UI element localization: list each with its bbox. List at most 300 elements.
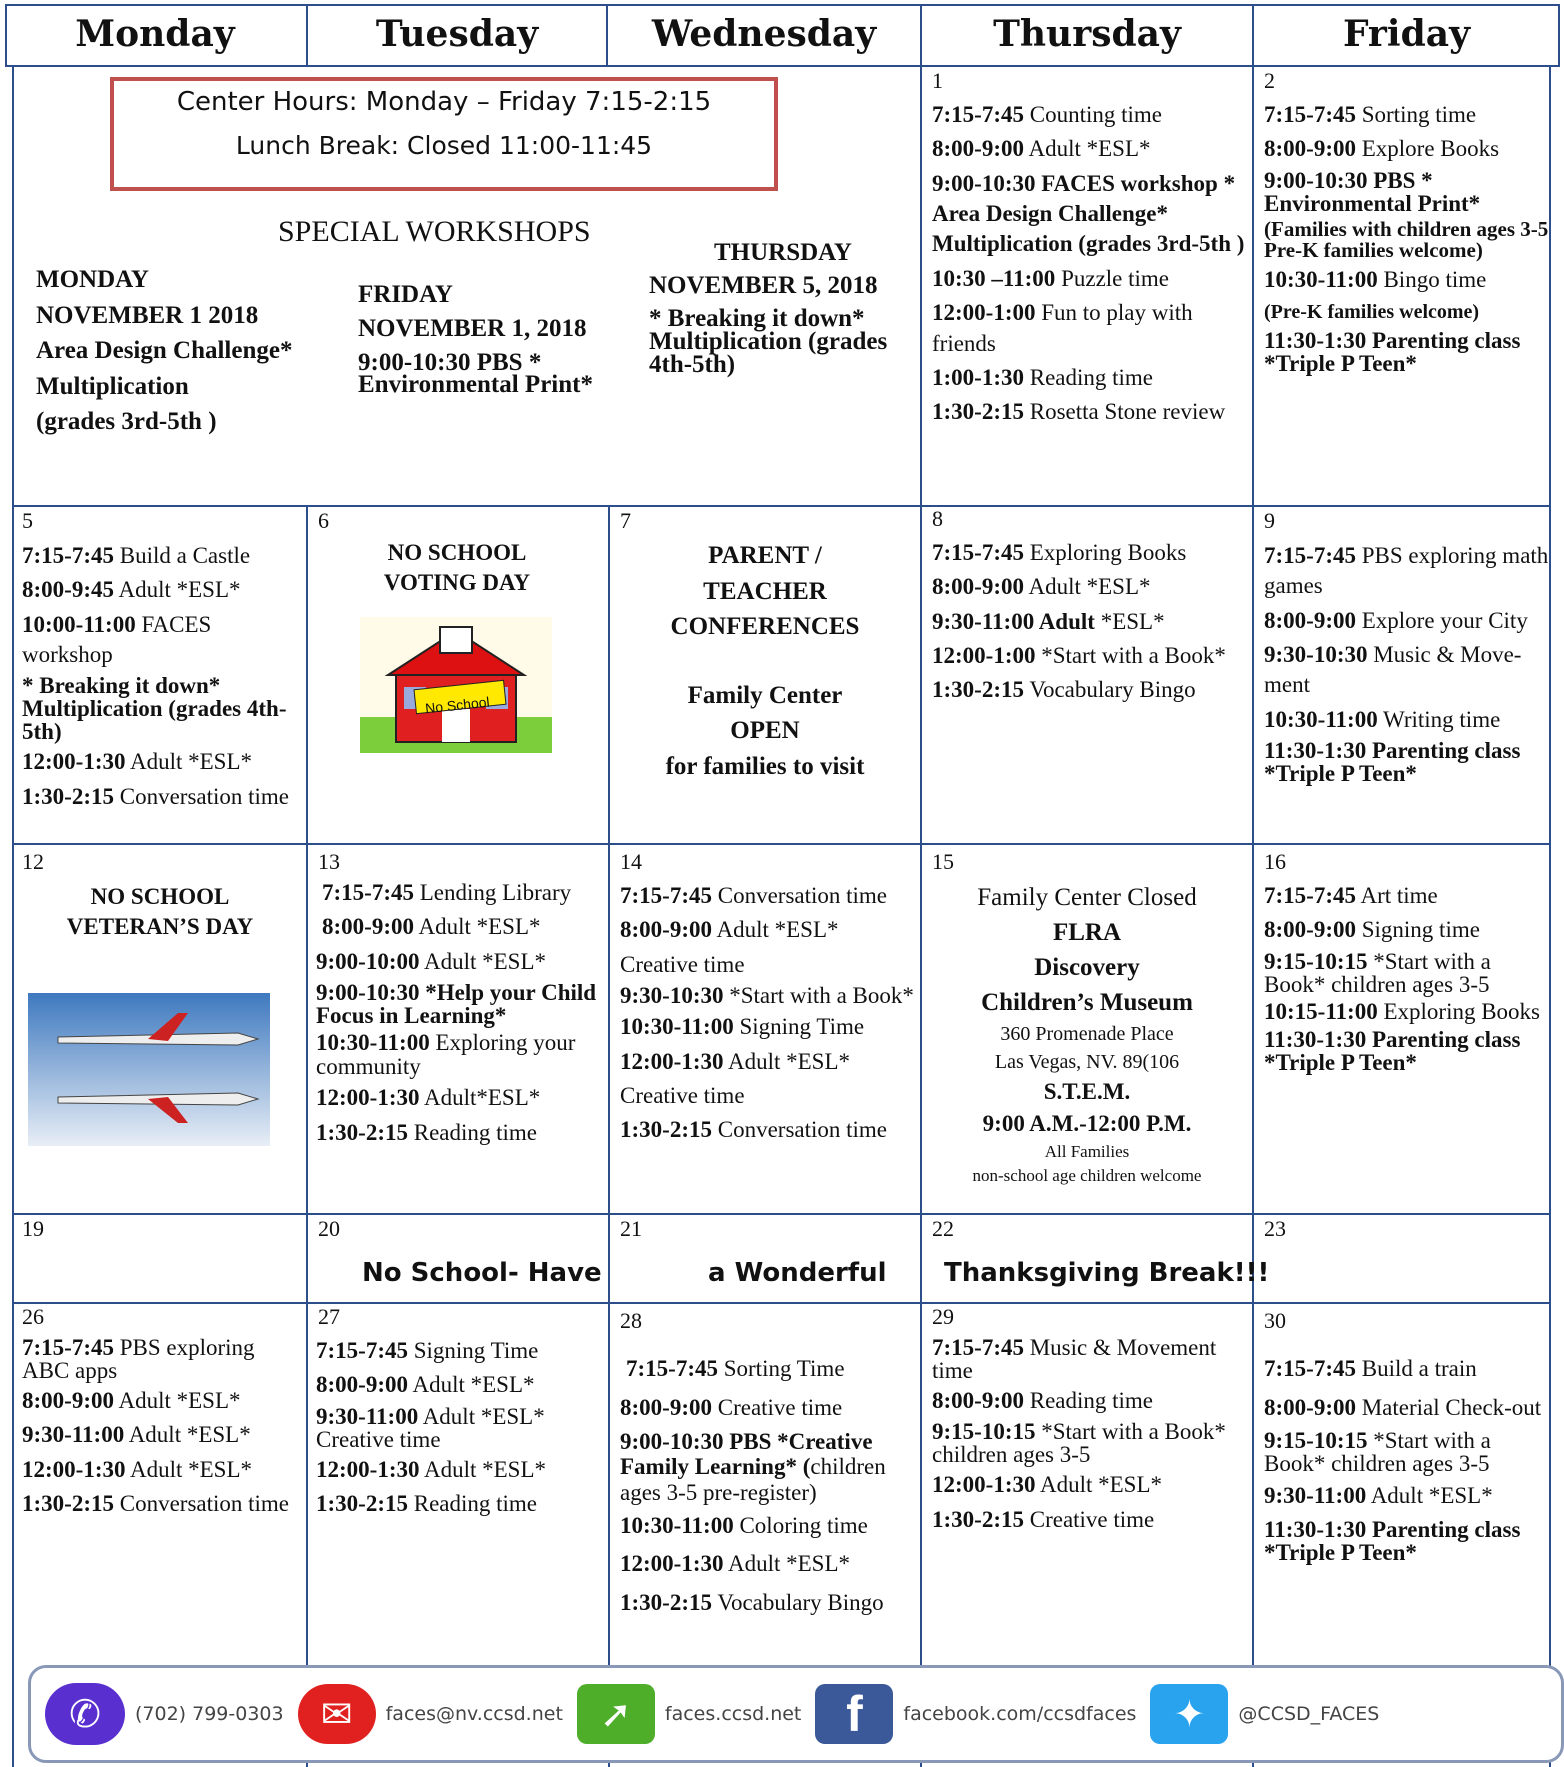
lunch-break: Lunch Break: Closed 11:00-11:45 <box>235 131 653 160</box>
entry-time: 9:15-10:15 <box>1264 948 1368 974</box>
entry-time: 9:30-11:00 <box>316 1403 419 1429</box>
day-number: 8 <box>932 506 943 531</box>
schedule-entry <box>620 1081 920 1111</box>
schedule-entry: 11:30-1:30 Parenting class *Triple P Teen* <box>1264 1026 1521 1075</box>
entry-time: 8:00-9:00 <box>932 574 1024 600</box>
facebook-address: facebook.com/ccsdfaces <box>903 1703 1137 1725</box>
schedule-entry <box>932 1505 1250 1535</box>
day-number: 30 <box>1264 1308 1286 1333</box>
entry-time: 1:30-2:15 <box>316 1491 408 1517</box>
schedule-entry <box>316 1405 608 1451</box>
notice-line: PARENT / <box>708 542 822 569</box>
special-line: NOVEMBER 1, 2018 <box>358 315 587 342</box>
entry-activity: Adult *ESL* Creative time <box>316 1403 545 1452</box>
entry-time: 9:00-10:30 PBS *Creative Family Learning* ( <box>620 1429 873 1480</box>
notice-line: non-school age children welcome <box>972 1166 1202 1186</box>
grid-line <box>12 505 1551 507</box>
entry-time: 7:15-7:45 <box>1264 1356 1356 1381</box>
phone-contact[interactable] <box>45 1683 284 1745</box>
schedule-entry <box>316 878 608 908</box>
entry-time: 12:00-1:30 <box>932 1472 1036 1498</box>
day-number: 15 <box>932 849 954 874</box>
schedule-entry <box>932 538 1250 568</box>
day-number: 27 <box>318 1304 340 1329</box>
special-line: NOVEMBER 5, 2018 <box>649 272 878 299</box>
entry-activity: Writing time <box>1377 706 1501 732</box>
web-address: faces.ccsd.net <box>664 1703 802 1725</box>
entry-time: 12:00-1:30 <box>620 1048 724 1074</box>
day-header-wednesday: Wednesday <box>651 13 877 55</box>
schedule-entry <box>1264 541 1549 602</box>
schedule-entry <box>932 1386 1250 1416</box>
grid-line <box>306 505 308 1767</box>
day-number: 16 <box>1264 849 1286 874</box>
special-line: (grades 3rd-5th ) <box>36 408 217 435</box>
schoolhouse-image <box>360 617 552 753</box>
schedule-entry <box>316 947 608 977</box>
day-number: 13 <box>318 849 340 874</box>
special-thursday <box>649 236 917 381</box>
schedule-entry <box>316 1489 608 1519</box>
schedule-entry <box>22 1386 306 1416</box>
schedule-entry <box>316 1455 608 1485</box>
entry-time: 10:30-11:00 <box>620 1014 734 1040</box>
facebook-contact[interactable] <box>815 1684 1136 1744</box>
entry-time: 10:30 –11:00 <box>932 265 1056 291</box>
entry-time: 7:15-7:45 <box>620 883 712 908</box>
schedule-entry <box>932 641 1250 671</box>
entry-time: 7:15-7:45 <box>626 1356 718 1381</box>
entry-time: 8:00-9:00 <box>932 136 1024 162</box>
schedule-entry: (Families with children ages 3-5 Pre-K families welcome) <box>1264 216 1549 262</box>
day-number: 1 <box>932 68 943 93</box>
schedule-entry <box>316 1031 608 1079</box>
entry-time: 10:30-11:00 <box>1264 266 1378 292</box>
day-number: 7 <box>620 508 631 533</box>
schedule-entry <box>620 950 920 980</box>
entry-activity: Build a Castle <box>113 543 251 568</box>
notice-line: VOTING DAY <box>383 570 531 596</box>
entry-time: 1:30-2:15 <box>932 399 1024 425</box>
schedule-entry <box>932 298 1250 359</box>
entry-activity: Conversation time <box>113 1491 290 1517</box>
schedule-entry <box>1264 705 1549 735</box>
schedule-entry <box>22 541 306 571</box>
day-15-notice <box>922 880 1252 1188</box>
schedule-entry: 11:30-1:30 Parenting class *Triple P Teen* <box>1264 1516 1521 1565</box>
special-line: 9:00-10:30 PBS * <box>358 349 542 376</box>
entry-activity: Conversation time <box>711 883 888 908</box>
day-9-schedule <box>1264 541 1549 789</box>
schedule-entry <box>932 134 1250 164</box>
entry-time: 10:30-11:00 <box>1264 706 1378 732</box>
entry-activity: Adult *ESL* <box>125 1456 252 1482</box>
day-number: 6 <box>318 508 329 533</box>
entry-time: 9:30-11:00 <box>1264 1483 1367 1508</box>
notice-line: 360 Promenade Place <box>1000 1023 1174 1045</box>
entry-activity: Adult *ESL* <box>413 914 541 940</box>
special-line: 4th-5th) <box>649 351 736 378</box>
schedule-entry <box>1264 1479 1549 1514</box>
day-26-schedule <box>22 1336 306 1523</box>
entry-time: 1:30-2:15 <box>316 1119 408 1145</box>
entry-activity: Explore your City <box>1355 607 1528 633</box>
special-monday <box>36 262 326 440</box>
entry-time: 12:00-1:30 <box>316 1456 420 1482</box>
twitter-contact[interactable] <box>1150 1684 1379 1744</box>
entry-activity: Vocabulary Bingo <box>711 1589 884 1615</box>
entry-activity: Adult*ESL* <box>419 1085 541 1111</box>
special-line: THURSDAY <box>713 239 852 266</box>
entry-time: 7:15-7:45 <box>22 1335 114 1360</box>
schedule-entry <box>620 1012 920 1042</box>
entry-activity: PBS exploring math games <box>1264 543 1549 599</box>
entry-time: 7:15-7:45 <box>322 880 414 905</box>
entry-activity: Adult *ESL* <box>113 1388 241 1413</box>
entry-activity: Conversation time <box>711 1117 888 1143</box>
schedule-entry <box>932 1336 1250 1382</box>
special-line: Environmental Print* <box>358 371 593 398</box>
entry-time: 8:00-9:00 <box>322 914 414 940</box>
entry-time: 9:15-10:15 <box>1264 1428 1368 1453</box>
schedule-entry <box>22 1420 306 1450</box>
schedule-entry: 9:00-10:30 FACES workshop * Area Design Challenge* Multiplication (grades 3rd-5th ) <box>932 170 1245 257</box>
special-workshops-title: SPECIAL WORKSHOPS <box>278 215 591 248</box>
schedule-entry <box>1264 134 1549 164</box>
schedule-entry <box>316 912 608 942</box>
entry-time: 8:00-9:00 <box>1264 136 1356 162</box>
entry-activity: *Start with a Book* <box>1035 643 1226 669</box>
phone-icon: ✆ <box>45 1683 125 1745</box>
entry-time: 8:00-9:00 <box>932 1388 1024 1413</box>
schedule-entry: 11:30-1:30 Parenting class *Triple P Teen* <box>1264 738 1521 787</box>
entry-activity: Signing Time <box>407 1338 539 1363</box>
schedule-entry <box>620 1429 920 1505</box>
schedule-entry <box>1264 265 1549 295</box>
grid-line <box>12 1302 1551 1304</box>
entry-time: 7:15-7:45 <box>932 102 1024 127</box>
schedule-entry <box>1264 1000 1549 1024</box>
special-line: FRIDAY <box>358 281 453 308</box>
entry-activity: Music & Movement time <box>932 1335 1217 1383</box>
notice-line: 9:00 A.M.-12:00 P.M. <box>982 1111 1192 1137</box>
entry-activity: Material Check-out <box>1355 1394 1542 1420</box>
schedule-entry <box>316 1370 608 1400</box>
center-hours: Center Hours: Monday – Friday 7:15-2:15 <box>176 87 712 117</box>
entry-activity: Reading time <box>407 1119 538 1145</box>
day-number: 14 <box>620 849 642 874</box>
schedule-entry <box>620 984 920 1008</box>
entry-activity: Lending Library <box>413 880 572 905</box>
entry-activity: Creative time <box>1023 1506 1155 1532</box>
schedule-entry <box>1264 1391 1549 1426</box>
entry-activity: Exploring Books <box>1023 540 1187 565</box>
day-number: 5 <box>22 508 33 533</box>
grid-line <box>606 4 608 65</box>
entry-activity: *Start with a Book* children ages 3-5 <box>1264 948 1491 997</box>
school-sign-text: No School <box>424 693 491 717</box>
grid-line <box>12 843 1551 845</box>
entry-activity: Creative time <box>620 951 745 977</box>
schedule-entry <box>932 675 1250 705</box>
entry-activity: Explore Books <box>1355 136 1500 162</box>
jets-image <box>28 993 270 1146</box>
schedule-entry <box>1264 950 1549 996</box>
entry-activity: Sorting Time <box>717 1356 845 1381</box>
entry-activity: Adult *ESL* <box>124 1422 251 1448</box>
entry-activity: Sorting time <box>1355 102 1477 127</box>
entry-time: 7:15-7:45 <box>1264 102 1356 127</box>
special-friday <box>358 278 648 402</box>
notice-line: NO SCHOOL <box>387 540 527 565</box>
grid-line <box>1558 4 1560 65</box>
entry-activity: Reading time <box>1023 1388 1154 1413</box>
schedule-entry <box>22 782 306 812</box>
break-banner-2: a Wonderful <box>708 1258 887 1288</box>
entry-activity: *Start with a Book* children ages 3-5 <box>1264 1428 1491 1476</box>
notice-line: Family Center <box>687 681 843 709</box>
grid-line <box>1549 65 1551 1767</box>
entry-time: 7:15-7:45 <box>1264 883 1356 908</box>
notice-line: S.T.E.M. <box>1043 1079 1131 1104</box>
entry-activity: Vocabulary Bingo <box>1023 677 1196 703</box>
schedule-entry <box>932 397 1250 427</box>
entry-time: 8:00-9:00 <box>620 917 712 943</box>
entry-time: 7:15-7:45 <box>316 1338 408 1363</box>
schedule-entry: * Breaking it down* Multiplication (grades 4th-5th) <box>22 673 287 745</box>
special-line: MONDAY <box>36 266 149 293</box>
twitter-handle: @CCSD_FACES <box>1238 1703 1380 1725</box>
schedule-entry <box>620 1509 920 1544</box>
facebook-icon: f <box>815 1684 893 1744</box>
day-number: 19 <box>22 1216 44 1241</box>
grid-line <box>1252 4 1254 1767</box>
entry-activity: FACES workshop <box>22 611 212 668</box>
center-hours-box <box>110 77 778 191</box>
entry-time: 8:00-9:00 <box>22 1388 114 1413</box>
entry-activity: Coloring time <box>733 1512 868 1538</box>
entry-activity: Music & Move-ment <box>1264 642 1522 698</box>
day-number: 23 <box>1264 1216 1286 1241</box>
entry-activity: Build a train <box>1355 1356 1477 1381</box>
day-13-schedule <box>316 878 608 1152</box>
schedule-entry <box>1264 100 1549 130</box>
day-7-notice <box>610 538 920 784</box>
entry-time: 8:00-9:00 <box>316 1372 408 1398</box>
entry-activity: Counting time <box>1023 102 1162 127</box>
entry-activity: *ESL* <box>1094 608 1165 634</box>
notice-line: Family Center Closed <box>977 884 1197 911</box>
entry-time: 8:00-9:45 <box>22 577 114 603</box>
day-5-schedule <box>22 541 306 816</box>
special-line: Multiplication <box>36 372 189 400</box>
day-number: 22 <box>932 1216 954 1241</box>
day-number: 21 <box>620 1216 642 1241</box>
notice-line: CONFERENCES <box>670 613 860 640</box>
day-header-thursday: Thursday <box>993 13 1181 55</box>
schedule-entry <box>620 881 920 911</box>
entry-activity: Rosetta Stone review <box>1023 399 1226 425</box>
entry-time: 1:30-2:15 <box>932 1506 1024 1532</box>
entry-time: 7:15-7:45 <box>932 1335 1024 1360</box>
twitter-icon: ✦ <box>1150 1684 1228 1744</box>
schedule-entry <box>932 607 1250 637</box>
entry-activity: Adult *ESL* <box>1023 574 1151 600</box>
schedule-entry <box>620 1547 920 1582</box>
schedule-entry <box>22 610 306 671</box>
entry-time: 9:30-11:00 Adult <box>932 608 1095 634</box>
entry-time: 12:00-1:30 <box>620 1551 724 1577</box>
entry-time: 8:00-9:00 <box>1264 1394 1356 1420</box>
day-28-schedule <box>620 1352 920 1624</box>
schedule-entry <box>620 1391 920 1426</box>
special-line: Multiplication (grades <box>649 328 888 355</box>
notice-line: OPEN <box>730 717 800 744</box>
grid-line <box>5 4 7 65</box>
email-address: faces@nv.ccsd.net <box>385 1703 563 1725</box>
break-banner-3: Thanksgiving Break!!! <box>944 1258 1270 1288</box>
schedule-entry <box>620 1115 920 1145</box>
schedule-entry <box>620 1352 920 1387</box>
special-line: * Breaking it down* <box>649 305 865 332</box>
entry-activity: Adult *ESL* <box>1035 1472 1162 1498</box>
entry-time: 1:00-1:30 <box>932 364 1024 390</box>
entry-activity: Puzzle time <box>1055 265 1169 291</box>
entry-time: 1:30-2:15 <box>22 1491 114 1517</box>
day-number: 29 <box>932 1304 954 1329</box>
entry-activity: Adult *ESL* <box>419 948 546 974</box>
entry-time: 9:30-10:30 <box>620 983 724 1009</box>
schedule-entry <box>316 1083 608 1113</box>
day-12-notice <box>12 882 308 943</box>
entry-time: 7:15-7:45 <box>1264 543 1356 568</box>
entry-time: 1:30-2:15 <box>22 783 114 809</box>
entry-activity: children ages 3-5 pre-register) <box>620 1454 886 1505</box>
schedule-entry <box>932 1470 1250 1500</box>
schedule-entry: (Pre-K families welcome) <box>1264 301 1480 324</box>
entry-activity: Reading time <box>1023 364 1154 390</box>
entry-time: 8:00-9:00 <box>1264 607 1356 633</box>
schedule-entry <box>22 1489 306 1519</box>
entry-activity: Fun to play with friends <box>932 300 1193 356</box>
entry-activity: Conversation time <box>113 783 290 809</box>
notice-line: TEACHER <box>703 577 827 605</box>
schedule-entry <box>932 572 1250 602</box>
day-30-schedule <box>1264 1352 1549 1568</box>
entry-time: 9:00-10:00 <box>316 948 420 974</box>
schedule-entry: 11:30-1:30 Parenting class *Triple P Teen* <box>1264 328 1521 377</box>
day-header-friday: Friday <box>1343 13 1470 55</box>
web-icon: ➚ <box>577 1684 655 1744</box>
day-1-schedule <box>932 100 1250 432</box>
entry-time: 12:00-1:00 <box>932 643 1036 669</box>
entry-time: 8:00-9:00 <box>620 1394 712 1420</box>
day-number: 12 <box>22 849 44 874</box>
entry-activity: Art time <box>1355 883 1438 908</box>
entry-time: 12:00-1:30 <box>22 1456 126 1482</box>
grid-line <box>5 65 1560 67</box>
entry-time: 7:15-7:45 <box>22 543 114 568</box>
day-2-schedule <box>1264 100 1549 379</box>
schedule-entry <box>22 1455 306 1485</box>
contact-footer <box>28 1665 1564 1763</box>
entry-time: 1:30-2:15 <box>932 677 1024 703</box>
schedule-entry <box>316 1336 608 1366</box>
schedule-entry <box>1264 881 1549 911</box>
schedule-entry <box>22 575 306 605</box>
schedule-entry <box>932 100 1250 130</box>
entry-activity: Adult *ESL* <box>125 749 252 775</box>
schedule-entry <box>620 915 920 945</box>
entry-time: 8:00-9:00 <box>1264 917 1356 943</box>
day-6-notice <box>308 538 606 599</box>
schedule-entry <box>1264 640 1549 701</box>
entry-activity: Exploring Books <box>1377 998 1540 1024</box>
notice-line: FLRA <box>1052 919 1122 946</box>
schedule-entry <box>316 1118 608 1148</box>
email-contact[interactable] <box>298 1684 563 1744</box>
entry-time: 12:00-1:30 <box>22 749 126 775</box>
entry-activity: Exploring your community <box>316 1030 576 1080</box>
entry-time: 12:00-1:00 <box>932 300 1036 326</box>
schedule-entry <box>620 1586 920 1621</box>
day-16-schedule <box>1264 881 1549 1078</box>
entry-time: 10:30-11:00 <box>316 1030 430 1056</box>
entry-activity: Adult *ESL* <box>113 577 241 603</box>
notice-line: Las Vegas, NV. 89(106 <box>994 1051 1180 1073</box>
entry-activity: Adult *ESL* <box>1023 136 1151 162</box>
entry-activity: Adult *ESL* <box>419 1456 546 1482</box>
entry-time: 9:30-10:30 <box>1264 642 1368 668</box>
entry-activity: Adult *ESL* <box>723 1551 850 1577</box>
day-header-monday: Monday <box>75 13 235 55</box>
day-number: 26 <box>22 1304 44 1329</box>
special-line: Area Design Challenge* <box>36 337 293 364</box>
day-8-schedule <box>932 538 1250 710</box>
schedule-entry <box>932 264 1250 294</box>
web-contact[interactable] <box>577 1684 801 1744</box>
schedule-entry <box>1264 1429 1549 1475</box>
entry-activity: Creative time <box>711 1394 843 1420</box>
schedule-entry <box>1264 606 1549 636</box>
day-number: 20 <box>318 1216 340 1241</box>
day-number: 2 <box>1264 68 1275 93</box>
schedule-entry <box>1264 1352 1549 1387</box>
entry-time: 1:30-2:15 <box>620 1589 712 1615</box>
entry-activity: Reading time <box>407 1491 538 1517</box>
entry-activity: *Start with a Book* children ages 3-5 <box>932 1419 1226 1468</box>
notice-line: for families to visit <box>665 752 865 780</box>
entry-activity: PBS exploring ABC apps <box>22 1335 255 1383</box>
entry-activity: Adult *ESL* <box>723 1048 850 1074</box>
notice-line: Discovery <box>1034 954 1140 981</box>
schedule-entry <box>1264 915 1549 945</box>
entry-activity: Adult *ESL* <box>1366 1483 1493 1508</box>
entry-activity: Bingo time <box>1377 266 1487 292</box>
schedule-entry <box>932 363 1250 393</box>
entry-time: 10:00-11:00 <box>22 611 136 637</box>
day-29-schedule <box>932 1336 1250 1539</box>
phone-number: (702) 799-0303 <box>135 1703 284 1725</box>
schedule-entry: 9:00-10:30 *Help your Child Focus in Learning* <box>316 980 597 1029</box>
entry-time: 9:15-10:15 <box>932 1419 1036 1445</box>
mail-icon: ✉ <box>298 1684 376 1744</box>
schedule-entry <box>932 1420 1250 1466</box>
break-banner-1: No School- Have <box>362 1258 602 1288</box>
notice-line: VETERAN’S DAY <box>66 914 254 940</box>
entry-activity: Signing Time <box>733 1014 865 1040</box>
entry-activity: Creative time <box>620 1082 745 1108</box>
